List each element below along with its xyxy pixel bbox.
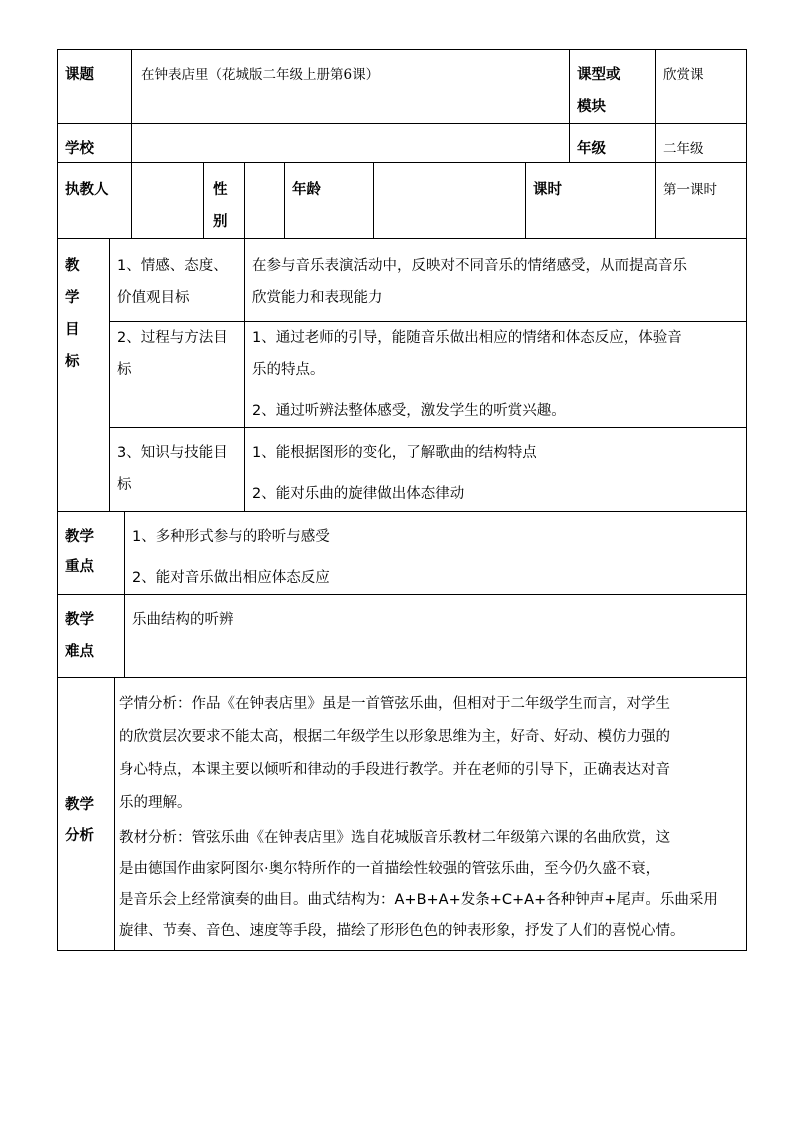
topic-value: 在钟表店里（花城版二年级上册第6课）: [141, 67, 380, 83]
objective-content: [252, 437, 537, 510]
table-rule: [109, 427, 747, 428]
learner-analysis-line: 乐的理解。: [119, 795, 192, 811]
table-rule: [244, 162, 245, 238]
objective-content-line: 1、通过老师的引导，能随音乐做出相应的情绪和体态反应，体验音: [252, 330, 682, 346]
key-points-label-line: 重点: [65, 559, 94, 575]
table-rule: [57, 677, 747, 678]
grade-label: 年级: [577, 141, 606, 157]
material-analysis-line: 是音乐会上经常演奏的曲目。曲式结构为：A+B+A+发条+C+A+各种钟声+尾声。乐曲采用: [119, 892, 718, 908]
table-rule: [57, 511, 747, 512]
lesson-plan-table: [57, 49, 747, 951]
table-rule: [655, 162, 656, 238]
table-rule: [114, 677, 115, 950]
school-label: 学校: [65, 141, 94, 157]
table-rule: [746, 49, 747, 951]
objective-category-line: 标: [117, 362, 132, 378]
lesson-type-label-line2: 模块: [577, 99, 606, 115]
objective-category: [117, 250, 228, 314]
objective-content-line: 在参与音乐表演活动中，反映对不同音乐的情绪感受，从而提高音乐: [252, 258, 687, 274]
table-rule: [569, 49, 570, 162]
table-rule: [244, 238, 245, 511]
difficulties-label-line: 教学: [65, 612, 94, 628]
difficulty-content: 乐曲结构的听辨: [132, 612, 234, 628]
objectives-label-char: 学: [65, 290, 80, 306]
objectives-label-char: 标: [65, 354, 80, 370]
table-rule: [124, 511, 125, 677]
material-analysis: [119, 823, 718, 947]
objective-content-line: 2、能对乐曲的旋律做出体态律动: [252, 486, 465, 502]
table-rule: [284, 162, 285, 238]
learner-analysis-line: 的欣赏层次要求不能太高，根据二年级学生以形象思维为主，好奇、好动、模仿力强的: [119, 729, 670, 745]
gender-label-line2: 别: [213, 214, 228, 230]
period-label: 课时: [533, 182, 562, 198]
objective-content: [252, 322, 682, 427]
key-point-item: 2、能对音乐做出相应体态反应: [132, 570, 330, 586]
learner-analysis: [119, 688, 670, 820]
table-rule: [57, 49, 58, 951]
objective-content-line: 乐的特点。: [252, 362, 325, 378]
objective-category-line: 3、知识与技能目: [117, 445, 228, 461]
analysis-label-line: 教学: [65, 797, 94, 813]
objective-category-line: 1、情感、态度、: [117, 258, 228, 274]
table-rule: [131, 162, 132, 238]
material-analysis-line: 旋律、节奏、音色、速度等手段，描绘了形形色色的钟表形象，抒发了人们的喜悦心情。: [119, 923, 685, 939]
objective-content-line: 欣赏能力和表现能力: [252, 290, 383, 306]
objective-category-line: 价值观目标: [117, 290, 190, 306]
learner-analysis-line: 学情分析：作品《在钟表店里》虽是一首管弦乐曲，但相对于二年级学生而言，对学生: [119, 696, 670, 712]
age-label: 年龄: [292, 182, 321, 198]
table-rule: [57, 238, 747, 239]
period-value: 第一课时: [663, 182, 717, 198]
key-point-item: 1、多种形式参与的聆听与感受: [132, 529, 330, 545]
learner-analysis-line: 身心特点，本课主要以倾听和律动的手段进行教学。并在老师的引导下，正确表达对音: [119, 762, 670, 778]
objective-content-line: 1、能根据图形的变化，了解歌曲的结构特点: [252, 445, 537, 461]
table-rule: [57, 594, 747, 595]
key-points-label-line: 教学: [65, 529, 94, 545]
objective-content-line: 2、通过听辨法整体感受，激发学生的听赏兴趣。: [252, 403, 566, 419]
objective-category: [117, 437, 228, 501]
grade-value: 二年级: [663, 141, 704, 157]
lesson-type-label-line1: 课型或: [577, 67, 621, 83]
objective-content: [252, 250, 687, 314]
table-rule: [109, 238, 110, 511]
table-rule: [203, 162, 204, 238]
material-analysis-line: 教材分析：管弦乐曲《在钟表店里》选自花城版音乐教材二年级第六课的名曲欣赏，这: [119, 830, 670, 846]
table-rule: [655, 49, 656, 162]
teacher-label: 执教人: [65, 182, 109, 198]
table-rule: [57, 950, 747, 951]
analysis-label-line: 分析: [65, 828, 94, 844]
difficulties-label-line: 难点: [65, 644, 94, 660]
table-rule: [131, 49, 132, 162]
objective-category: [117, 322, 228, 386]
table-rule: [525, 162, 526, 238]
table-rule: [57, 49, 747, 50]
objectives-label-char: 教: [65, 258, 80, 274]
gender-label-line1: 性: [213, 182, 228, 198]
material-analysis-line: 是由德国作曲家阿图尔·奥尔特所作的一首描绘性较强的管弦乐曲，至今仍久盛不衰，: [119, 861, 661, 877]
table-rule: [373, 162, 374, 238]
objective-category-line: 2、过程与方法目: [117, 330, 228, 346]
lesson-type-value: 欣赏课: [663, 67, 704, 83]
objective-category-line: 标: [117, 477, 132, 493]
objectives-label-char: 目: [65, 322, 80, 338]
table-rule: [57, 123, 747, 124]
topic-label: 课题: [65, 67, 94, 83]
table-rule: [57, 162, 747, 163]
